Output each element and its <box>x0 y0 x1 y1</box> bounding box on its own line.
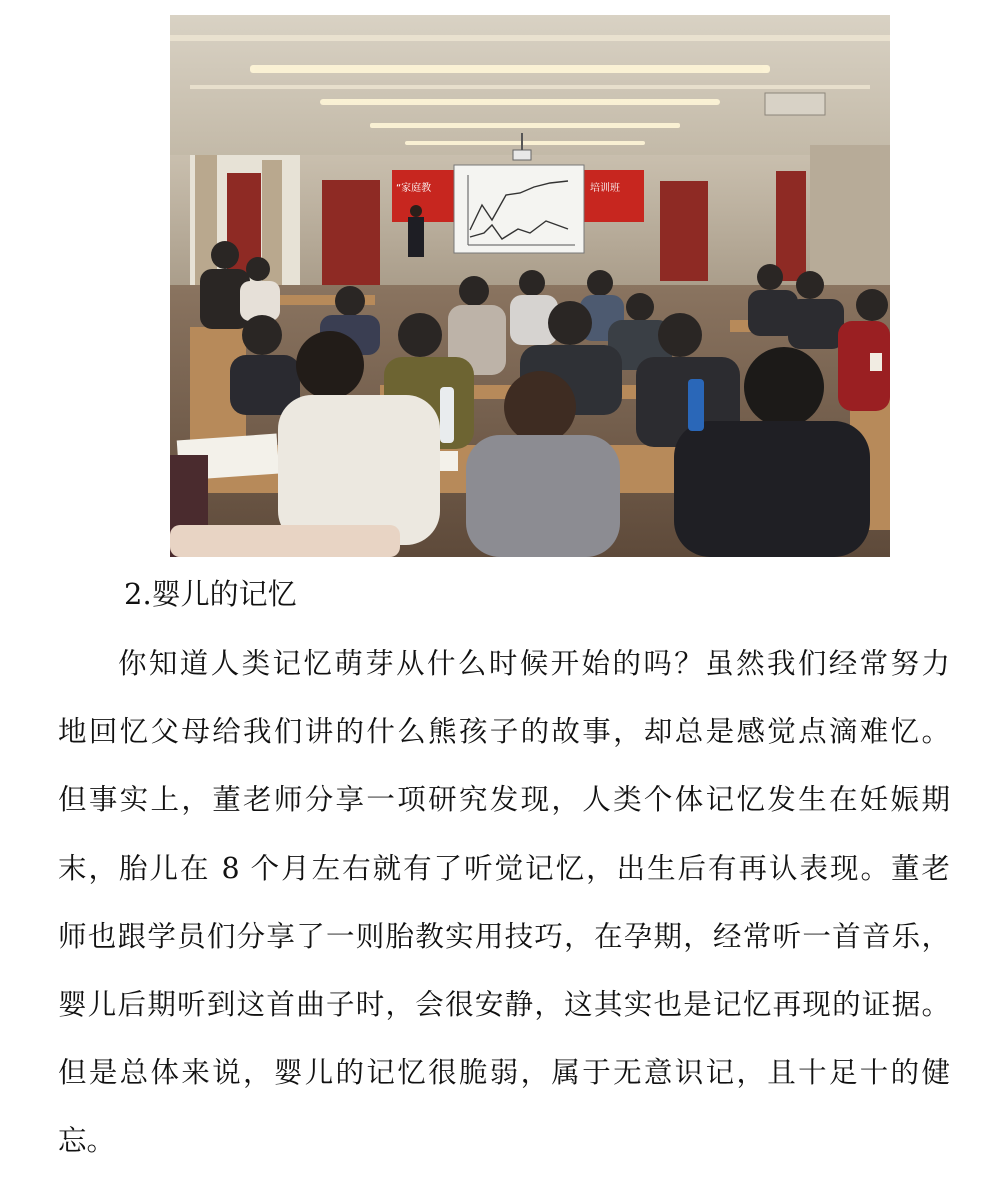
classroom-photo <box>170 15 890 557</box>
banner-right-text: 培训班 <box>590 183 620 194</box>
classroom-photo-illustration <box>170 15 890 557</box>
paragraph-line: 婴儿后期听到这首曲子时，会很安静，这其实也是记忆再现的证据。 <box>58 987 950 1021</box>
banner-left-text: “家庭教 <box>396 183 432 194</box>
paragraph-line: 但事实上，董老师分享一项研究发现，人类个体记忆发生在妊娠期 <box>58 783 950 817</box>
body-paragraph <box>58 633 950 1179</box>
paragraph-line: 地回忆父母给我们讲的什么熊孩子的故事，却总是感觉点滴难忆。 <box>58 715 950 749</box>
paragraph-line: 但是总体来说，婴儿的记忆很脆弱，属于无意识记，且十足十的健 <box>58 1056 950 1090</box>
paragraph-line: 忘。 <box>58 1124 116 1158</box>
paragraph-line: 末，胎儿在 8 个月左右就有了听觉记忆，出生后有再认表现。董老 <box>58 851 950 885</box>
section-heading: 2.婴儿的记忆 <box>124 577 297 611</box>
paragraph-line: 你知道人类记忆萌芽从什么时候开始的吗？虽然我们经常努力 <box>118 647 950 680</box>
paragraph-line: 师也跟学员们分享了一则胎教实用技巧，在孕期，经常听一首音乐， <box>58 919 950 953</box>
